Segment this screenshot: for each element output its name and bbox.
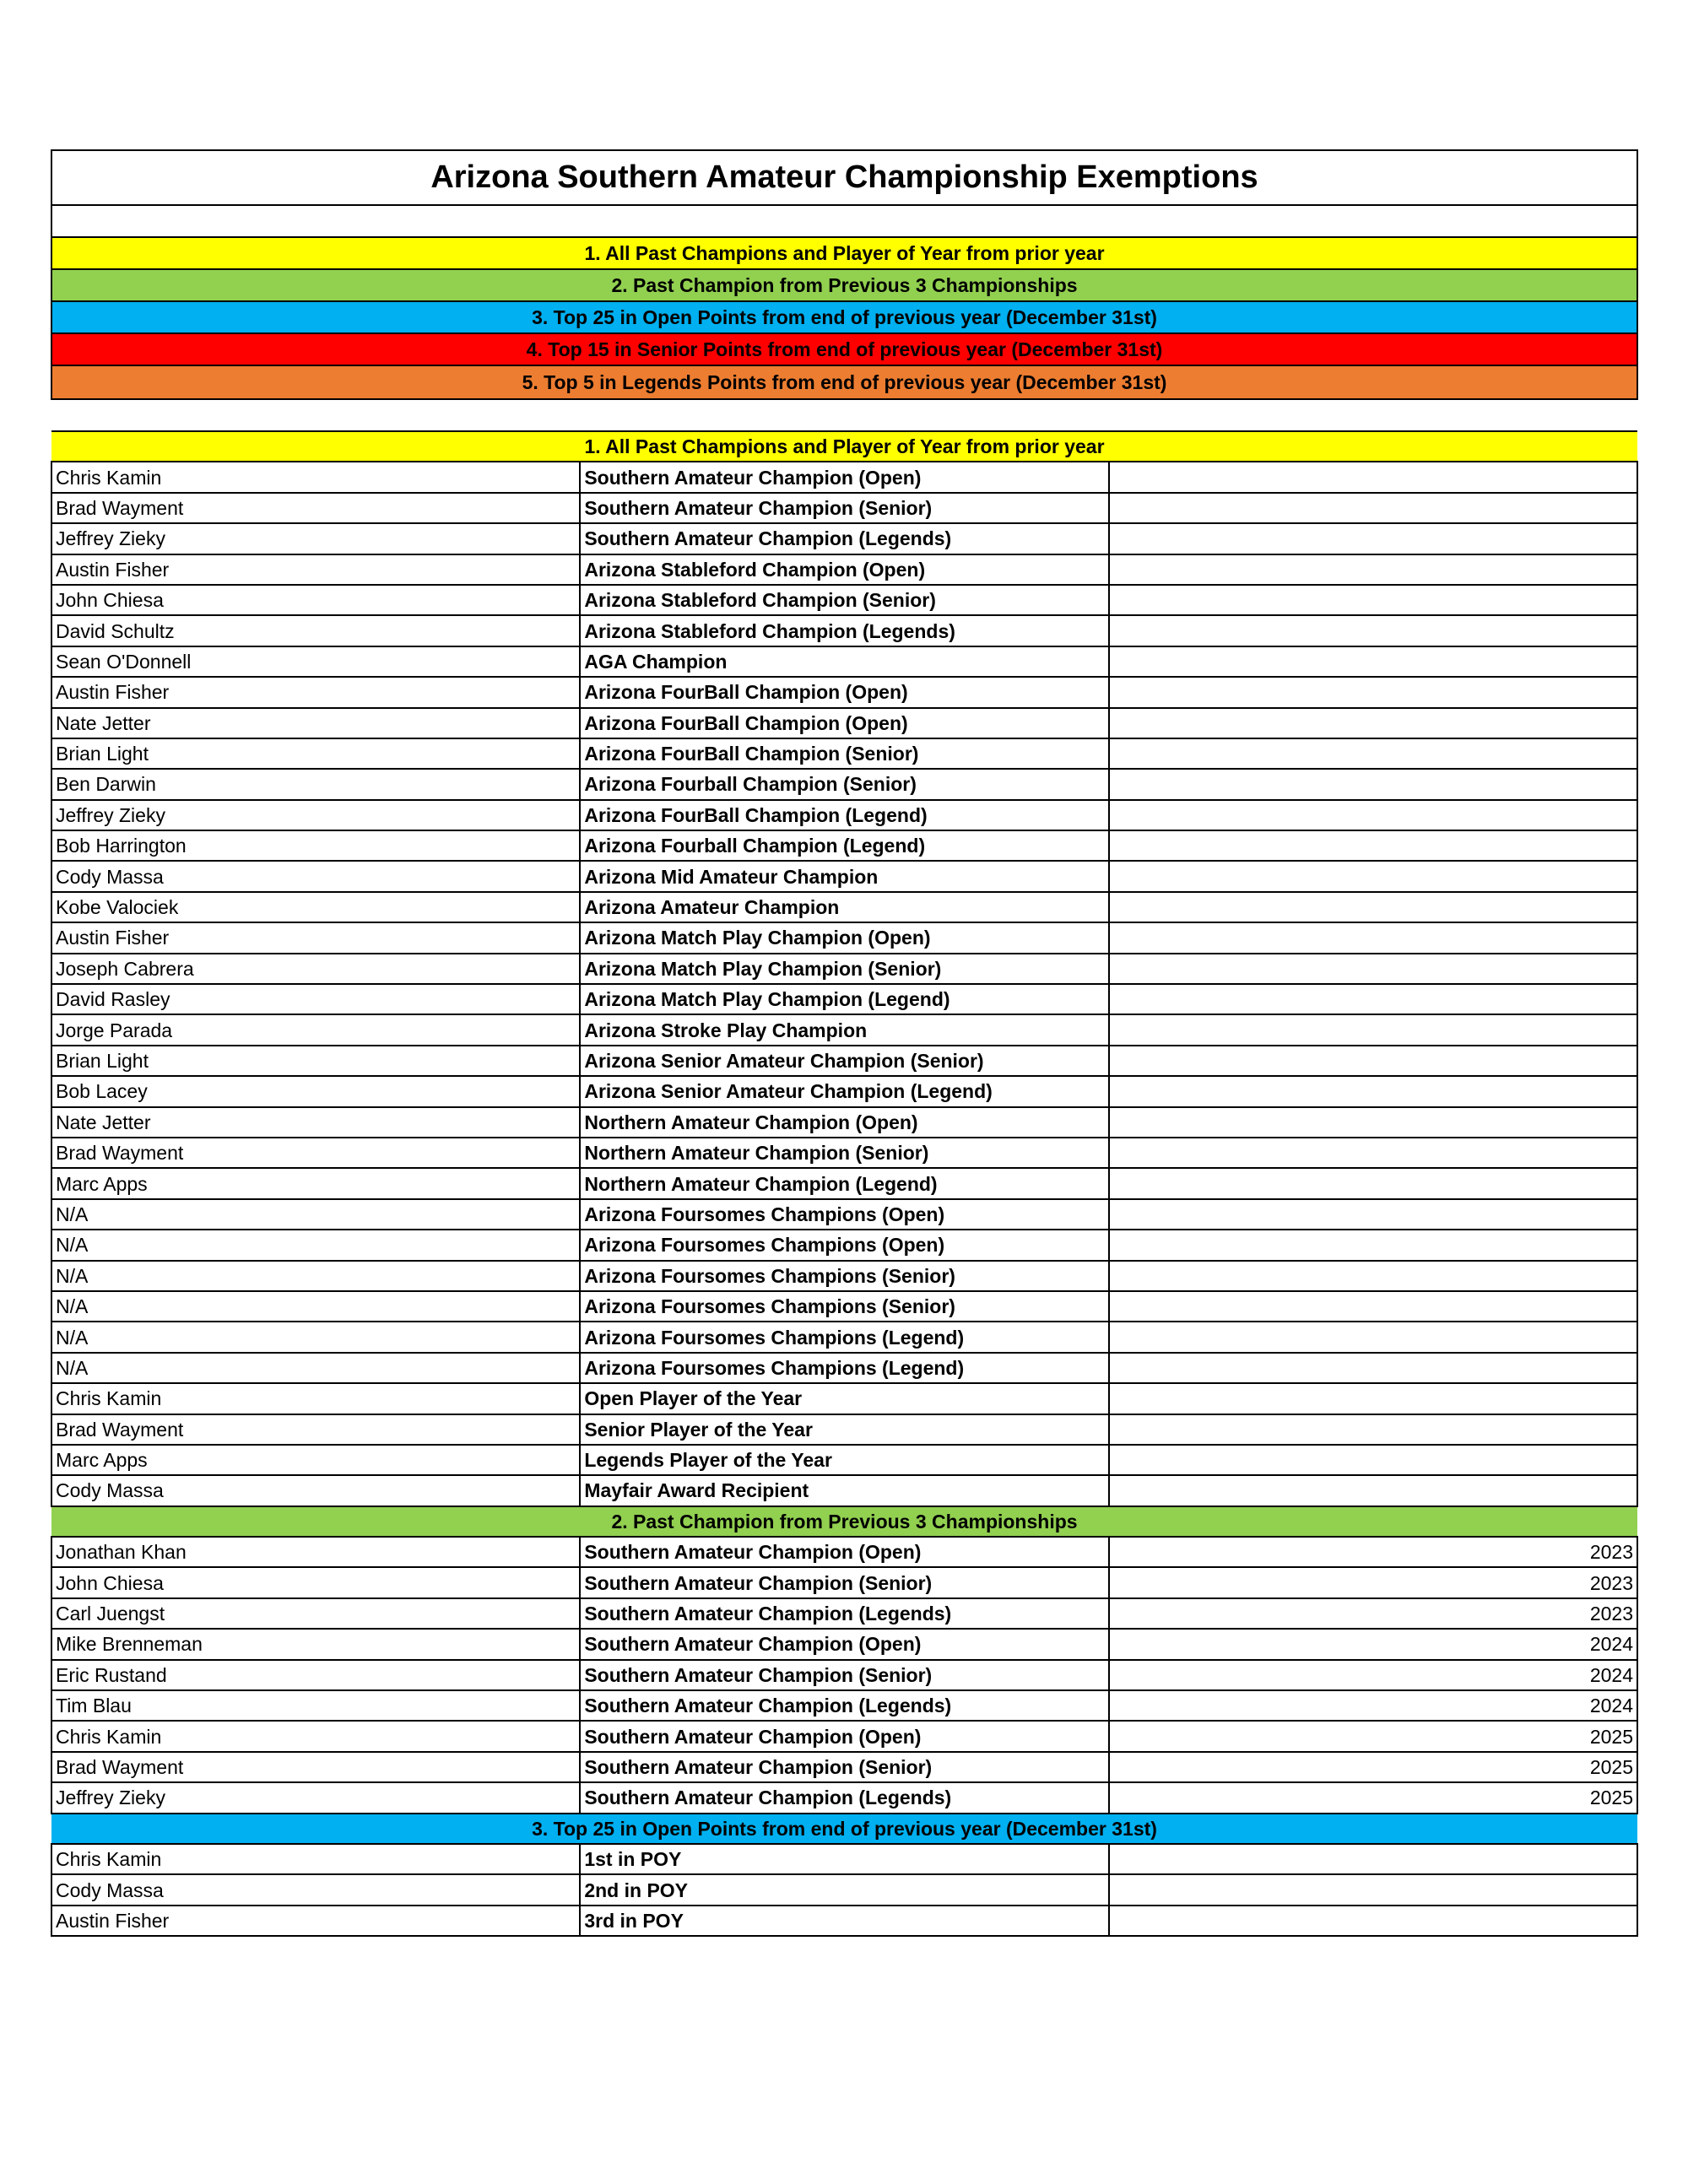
table-row xyxy=(51,646,1637,677)
player-name: Eric Rustand xyxy=(51,1660,580,1690)
player-name: Brad Wayment xyxy=(51,1138,580,1168)
table-row xyxy=(51,1199,1637,1230)
championship-title: Arizona Foursomes Champions (Senior) xyxy=(580,1291,1108,1322)
table-row xyxy=(51,462,1637,492)
table-row xyxy=(51,1475,1637,1506)
player-name: Mike Brenneman xyxy=(51,1629,580,1659)
table-row xyxy=(51,1414,1637,1445)
table-row xyxy=(51,1107,1637,1138)
year-cell xyxy=(1109,1353,1637,1383)
player-name: Brian Light xyxy=(51,1046,580,1076)
spacer xyxy=(51,400,1638,430)
year-cell xyxy=(1109,1107,1637,1138)
championship-title: Senior Player of the Year xyxy=(580,1414,1108,1445)
table-row xyxy=(51,708,1637,738)
table-row xyxy=(51,769,1637,799)
championship-title: Arizona Stableford Champion (Senior) xyxy=(580,585,1108,615)
year-cell xyxy=(1109,585,1637,615)
championship-title: Southern Amateur Champion (Legends) xyxy=(580,1782,1108,1813)
year-cell: 2023 xyxy=(1109,1537,1637,1567)
year-cell xyxy=(1109,922,1637,953)
year-cell xyxy=(1109,1138,1637,1168)
year-cell xyxy=(1109,554,1637,585)
championship-title: Arizona Stableford Champion (Legends) xyxy=(580,615,1108,646)
player-name: Nate Jetter xyxy=(51,708,580,738)
player-name: Bob Lacey xyxy=(51,1076,580,1106)
player-name: Jeffrey Zieky xyxy=(51,523,580,554)
player-name: Austin Fisher xyxy=(51,922,580,953)
championship-title: Southern Amateur Champion (Senior) xyxy=(580,493,1108,523)
table-row xyxy=(51,1353,1637,1383)
year-cell: 2024 xyxy=(1109,1690,1637,1721)
championship-title: Southern Amateur Champion (Senior) xyxy=(580,1752,1108,1782)
criterion-bar: 3. Top 25 in Open Points from end of previous year (December 31st) xyxy=(52,302,1637,334)
table-row xyxy=(51,585,1637,615)
player-name: N/A xyxy=(51,1230,580,1260)
player-name: Brad Wayment xyxy=(51,493,580,523)
table-row xyxy=(51,738,1637,769)
year-cell: 2023 xyxy=(1109,1598,1637,1629)
player-name: Chris Kamin xyxy=(51,1383,580,1414)
table-row xyxy=(51,677,1637,707)
year-cell xyxy=(1109,1874,1637,1905)
table-row xyxy=(51,984,1637,1014)
year-cell xyxy=(1109,954,1637,984)
year-cell xyxy=(1109,1076,1637,1106)
player-name: Cody Massa xyxy=(51,1475,580,1506)
exemptions-table xyxy=(51,430,1638,1937)
player-name: Austin Fisher xyxy=(51,677,580,707)
player-name: Cody Massa xyxy=(51,861,580,891)
table-row xyxy=(51,800,1637,830)
year-cell xyxy=(1109,769,1637,799)
championship-title: Arizona FourBall Champion (Legend) xyxy=(580,800,1108,830)
player-name: Jorge Parada xyxy=(51,1014,580,1045)
championship-title: Arizona Foursomes Champions (Open) xyxy=(580,1230,1108,1260)
championship-title: Southern Amateur Champion (Senior) xyxy=(580,1567,1108,1597)
table-row xyxy=(51,1537,1637,1567)
player-name: Carl Juengst xyxy=(51,1598,580,1629)
year-cell xyxy=(1109,800,1637,830)
year-cell xyxy=(1109,677,1637,707)
table-row xyxy=(51,615,1637,646)
championship-title: Arizona Fourball Champion (Legend) xyxy=(580,830,1108,861)
championship-title: Mayfair Award Recipient xyxy=(580,1475,1108,1506)
criterion-bar: 2. Past Champion from Previous 3 Championships xyxy=(52,270,1637,302)
year-cell xyxy=(1109,615,1637,646)
championship-title: Arizona Amateur Champion xyxy=(580,892,1108,922)
championship-title: Arizona FourBall Champion (Open) xyxy=(580,677,1108,707)
year-cell: 2024 xyxy=(1109,1660,1637,1690)
player-name: Cody Massa xyxy=(51,1874,580,1905)
player-name: Jonathan Khan xyxy=(51,1537,580,1567)
year-cell xyxy=(1109,523,1637,554)
table-row xyxy=(51,830,1637,861)
year-cell xyxy=(1109,1322,1637,1352)
year-cell xyxy=(1109,1906,1637,1936)
year-cell xyxy=(1109,1445,1637,1475)
table-row xyxy=(51,1383,1637,1414)
criteria-box xyxy=(51,149,1638,400)
year-cell xyxy=(1109,1844,1637,1874)
year-cell: 2023 xyxy=(1109,1567,1637,1597)
table-row xyxy=(51,1230,1637,1260)
championship-title: Open Player of the Year xyxy=(580,1383,1108,1414)
player-name: David Rasley xyxy=(51,984,580,1014)
year-cell xyxy=(1109,493,1637,523)
year-cell: 2024 xyxy=(1109,1629,1637,1659)
section-header: 2. Past Champion from Previous 3 Championships xyxy=(51,1506,1637,1537)
page-title: Arizona Southern Amateur Championship Exemptions xyxy=(52,151,1637,206)
exemptions-sheet xyxy=(51,149,1638,1937)
championship-title: Northern Amateur Champion (Legend) xyxy=(580,1168,1108,1198)
table-row xyxy=(51,1567,1637,1597)
championship-title: Arizona Foursomes Champions (Open) xyxy=(580,1199,1108,1230)
criterion-bar: 5. Top 5 in Legends Points from end of previous year (December 31st) xyxy=(52,366,1637,398)
year-cell xyxy=(1109,1475,1637,1506)
player-name: Nate Jetter xyxy=(51,1107,580,1138)
year-cell xyxy=(1109,1383,1637,1414)
player-name: John Chiesa xyxy=(51,1567,580,1597)
player-name: N/A xyxy=(51,1261,580,1291)
year-cell xyxy=(1109,1261,1637,1291)
player-name: John Chiesa xyxy=(51,585,580,615)
year-cell xyxy=(1109,984,1637,1014)
table-row xyxy=(51,1629,1637,1659)
championship-title: Arizona Foursomes Champions (Legend) xyxy=(580,1353,1108,1383)
player-name: David Schultz xyxy=(51,615,580,646)
championship-title: Arizona Stroke Play Champion xyxy=(580,1014,1108,1045)
player-name: Marc Apps xyxy=(51,1445,580,1475)
championship-title: 3rd in POY xyxy=(580,1906,1108,1936)
year-cell xyxy=(1109,892,1637,922)
player-name: Austin Fisher xyxy=(51,554,580,585)
player-name: Brad Wayment xyxy=(51,1414,580,1445)
championship-title: Arizona Match Play Champion (Legend) xyxy=(580,984,1108,1014)
section-header-row xyxy=(51,1506,1637,1537)
player-name: N/A xyxy=(51,1353,580,1383)
table-row xyxy=(51,523,1637,554)
player-name: N/A xyxy=(51,1291,580,1322)
championship-title: Arizona Mid Amateur Champion xyxy=(580,861,1108,891)
player-name: Chris Kamin xyxy=(51,1844,580,1874)
championship-title: Southern Amateur Champion (Senior) xyxy=(580,1660,1108,1690)
championship-title: Southern Amateur Champion (Open) xyxy=(580,1537,1108,1567)
championship-title: Southern Amateur Champion (Legends) xyxy=(580,1690,1108,1721)
year-cell: 2025 xyxy=(1109,1721,1637,1751)
championship-title: Arizona FourBall Champion (Senior) xyxy=(580,738,1108,769)
championship-title: Southern Amateur Champion (Open) xyxy=(580,462,1108,492)
championship-title: AGA Champion xyxy=(580,646,1108,677)
player-name: Jeffrey Zieky xyxy=(51,1782,580,1813)
year-cell: 2025 xyxy=(1109,1782,1637,1813)
player-name: N/A xyxy=(51,1199,580,1230)
championship-title: Northern Amateur Champion (Open) xyxy=(580,1107,1108,1138)
year-cell xyxy=(1109,1291,1637,1322)
year-cell xyxy=(1109,1168,1637,1198)
year-cell xyxy=(1109,646,1637,677)
table-row xyxy=(51,1261,1637,1291)
table-row xyxy=(51,861,1637,891)
year-cell xyxy=(1109,1014,1637,1045)
championship-title: Southern Amateur Champion (Open) xyxy=(580,1629,1108,1659)
criterion-bar: 1. All Past Champions and Player of Year from prior year xyxy=(52,238,1637,270)
player-name: Sean O'Donnell xyxy=(51,646,580,677)
championship-title: Arizona Match Play Champion (Senior) xyxy=(580,954,1108,984)
table-row xyxy=(51,554,1637,585)
player-name: Tim Blau xyxy=(51,1690,580,1721)
championship-title: Northern Amateur Champion (Senior) xyxy=(580,1138,1108,1168)
table-row xyxy=(51,1906,1637,1936)
championship-title: Arizona Stableford Champion (Open) xyxy=(580,554,1108,585)
championship-title: Arizona Senior Amateur Champion (Senior) xyxy=(580,1046,1108,1076)
table-row xyxy=(51,1046,1637,1076)
championship-title: 2nd in POY xyxy=(580,1874,1108,1905)
championship-title: Legends Player of the Year xyxy=(580,1445,1108,1475)
table-row xyxy=(51,892,1637,922)
player-name: Brad Wayment xyxy=(51,1752,580,1782)
table-row xyxy=(51,1721,1637,1751)
table-row xyxy=(51,1076,1637,1106)
section-header: 1. All Past Champions and Player of Year from prior year xyxy=(51,431,1637,462)
criteria-list xyxy=(52,238,1637,398)
year-cell: 2025 xyxy=(1109,1752,1637,1782)
table-row xyxy=(51,1322,1637,1352)
table-row xyxy=(51,1168,1637,1198)
section-header-row xyxy=(51,1814,1637,1844)
player-name: Bob Harrington xyxy=(51,830,580,861)
championship-title: Arizona Match Play Champion (Open) xyxy=(580,922,1108,953)
player-name: Chris Kamin xyxy=(51,1721,580,1751)
section-header: 3. Top 25 in Open Points from end of previous year (December 31st) xyxy=(51,1814,1637,1844)
championship-title: Arizona Foursomes Champions (Legend) xyxy=(580,1322,1108,1352)
championship-title: Arizona Senior Amateur Champion (Legend) xyxy=(580,1076,1108,1106)
table-row xyxy=(51,1844,1637,1874)
championship-title: 1st in POY xyxy=(580,1844,1108,1874)
player-name: Ben Darwin xyxy=(51,769,580,799)
championship-title: Arizona Foursomes Champions (Senior) xyxy=(580,1261,1108,1291)
blank-row xyxy=(52,206,1637,238)
table-row xyxy=(51,1445,1637,1475)
table-row xyxy=(51,1138,1637,1168)
table-row xyxy=(51,1874,1637,1905)
championship-title: Arizona FourBall Champion (Open) xyxy=(580,708,1108,738)
table-row xyxy=(51,493,1637,523)
table-row xyxy=(51,1690,1637,1721)
player-name: Austin Fisher xyxy=(51,1906,580,1936)
table-row xyxy=(51,1660,1637,1690)
player-name: Jeffrey Zieky xyxy=(51,800,580,830)
championship-title: Southern Amateur Champion (Legends) xyxy=(580,523,1108,554)
year-cell xyxy=(1109,830,1637,861)
year-cell xyxy=(1109,462,1637,492)
championship-title: Southern Amateur Champion (Legends) xyxy=(580,1598,1108,1629)
year-cell xyxy=(1109,738,1637,769)
player-name: N/A xyxy=(51,1322,580,1352)
table-row xyxy=(51,1014,1637,1045)
championship-title: Arizona Fourball Champion (Senior) xyxy=(580,769,1108,799)
year-cell xyxy=(1109,708,1637,738)
player-name: Brian Light xyxy=(51,738,580,769)
table-row xyxy=(51,922,1637,953)
year-cell xyxy=(1109,861,1637,891)
table-row xyxy=(51,954,1637,984)
championship-title: Southern Amateur Champion (Open) xyxy=(580,1721,1108,1751)
section-header-row xyxy=(51,431,1637,462)
year-cell xyxy=(1109,1046,1637,1076)
player-name: Marc Apps xyxy=(51,1168,580,1198)
year-cell xyxy=(1109,1199,1637,1230)
table-row xyxy=(51,1291,1637,1322)
player-name: Chris Kamin xyxy=(51,462,580,492)
year-cell xyxy=(1109,1414,1637,1445)
year-cell xyxy=(1109,1230,1637,1260)
table-row xyxy=(51,1598,1637,1629)
table-row xyxy=(51,1752,1637,1782)
player-name: Kobe Valociek xyxy=(51,892,580,922)
table-row xyxy=(51,1782,1637,1813)
criterion-bar: 4. Top 15 in Senior Points from end of previous year (December 31st) xyxy=(52,334,1637,366)
player-name: Joseph Cabrera xyxy=(51,954,580,984)
